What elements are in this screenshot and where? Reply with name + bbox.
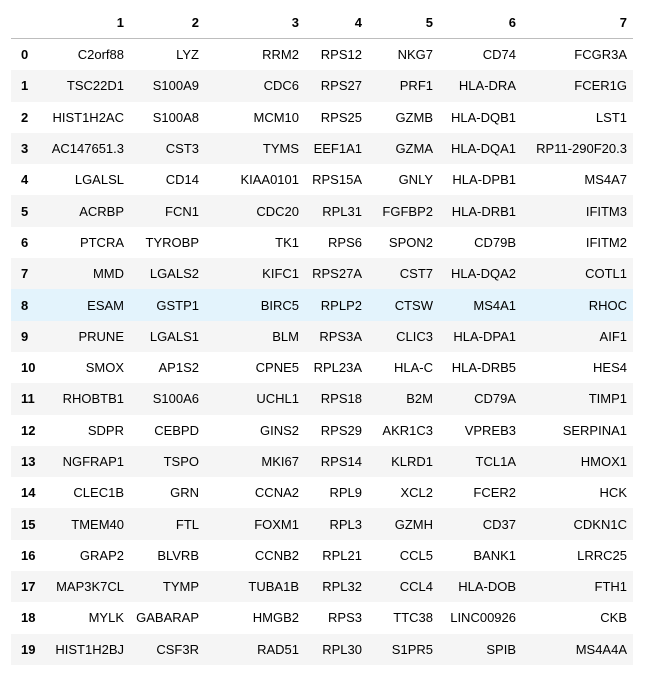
table-cell: PRF1	[399, 78, 433, 94]
table-cell: NKG7	[397, 47, 433, 63]
table-cell: BLVRB	[157, 547, 199, 563]
row-index: 18	[21, 610, 36, 626]
table-cell: FTL	[175, 516, 199, 532]
table-cell: CST7	[399, 266, 433, 282]
table-cell: RPS6	[328, 234, 362, 250]
table-cell: GINS2	[259, 422, 299, 438]
table-row	[11, 477, 633, 508]
row-index: 15	[21, 516, 36, 532]
table-cell: B2M	[406, 391, 433, 407]
table-row	[11, 540, 633, 571]
table-row	[11, 634, 633, 665]
table-cell: HLA-DRB5	[451, 360, 516, 376]
table-cell: HLA-DQB1	[450, 109, 516, 125]
table-cell: COTL1	[585, 266, 627, 282]
row-index: 11	[21, 391, 35, 407]
table-cell: TYMP	[162, 579, 199, 595]
table-cell: RPS18	[320, 391, 362, 407]
table-cell: XCL2	[400, 485, 433, 501]
table-cell: GABARAP	[136, 610, 199, 626]
table-cell: RPS15A	[312, 172, 362, 188]
table-cell: RPL9	[329, 485, 362, 501]
table-cell: FTH1	[594, 579, 627, 595]
table-cell: LINC00926	[450, 610, 516, 626]
table-cell: EEF1A1	[313, 141, 362, 157]
table-cell: CEBPD	[154, 422, 199, 438]
table-cell: C2orf88	[77, 47, 124, 63]
table-cell: RPS27	[320, 78, 362, 94]
table-cell: CPNE5	[255, 360, 299, 376]
column-header: 2	[130, 6, 205, 39]
table-cell: HLA-DQA2	[450, 266, 516, 282]
table-cell: HLA-DPB1	[452, 172, 516, 188]
table-header	[11, 6, 633, 39]
row-index: 12	[21, 422, 36, 438]
table-cell: CCNB2	[254, 547, 299, 563]
table-cell: GZMB	[395, 109, 433, 125]
table-cell: RHOBTB1	[62, 391, 124, 407]
table-cell: RPL30	[322, 641, 362, 657]
table-cell: ESAM	[87, 297, 124, 313]
table-cell: CDC20	[256, 203, 299, 219]
table-cell: LRRC25	[577, 547, 627, 563]
table-cell: LGALSL	[74, 172, 124, 188]
table-cell: BLM	[272, 328, 299, 344]
table-cell: HMOX1	[580, 454, 627, 469]
table-cell: HMGB2	[252, 610, 299, 626]
table-cell: ACRBP	[79, 203, 124, 219]
table-cell: HLA-DRA	[458, 78, 516, 94]
table-body	[11, 39, 633, 665]
table-cell: MKI67	[261, 454, 299, 469]
table-cell: BIRC5	[260, 297, 299, 313]
column-header: 6	[439, 6, 522, 39]
table-cell: RPLP2	[320, 297, 362, 313]
table-cell: RHOC	[588, 297, 627, 313]
table-cell: TSPO	[163, 454, 199, 469]
table-row	[11, 258, 633, 289]
row-index: 8	[21, 297, 29, 313]
table-cell: CD37	[482, 516, 516, 532]
table-cell: S100A9	[152, 78, 199, 94]
table-cell: FCN1	[165, 203, 199, 219]
table-cell: CKB	[600, 610, 627, 626]
table-row	[11, 289, 633, 320]
table-cell: KIAA0101	[240, 172, 299, 188]
row-index: 1	[21, 78, 29, 94]
column-header: 3	[205, 6, 305, 39]
table-cell: SPIB	[486, 641, 516, 657]
table-cell: RPL3	[329, 516, 362, 532]
table-row	[11, 383, 633, 414]
table-cell: TYMS	[262, 141, 299, 157]
table-cell: CST3	[165, 141, 199, 157]
table-cell: RPL31	[322, 203, 362, 219]
table-row	[11, 352, 633, 383]
table-row	[11, 133, 633, 164]
table-cell: UCHL1	[256, 391, 299, 407]
table-cell: CCL5	[399, 547, 433, 563]
column-header: 5	[368, 6, 439, 39]
table-cell: CCNA2	[254, 485, 299, 501]
row-index: 13	[21, 454, 36, 469]
table-cell: RPS3	[328, 610, 362, 626]
table-cell: HLA-C	[393, 360, 433, 376]
table-row	[11, 227, 633, 258]
table-cell: BANK1	[473, 547, 516, 563]
row-index: 9	[21, 328, 29, 344]
table-row	[11, 415, 633, 446]
table-cell: HLA-DPA1	[453, 328, 516, 344]
table-cell: TIMP1	[588, 391, 627, 407]
table-cell: CTSW	[394, 297, 433, 313]
table-cell: GNLY	[398, 172, 433, 188]
table-cell: FOXM1	[254, 516, 299, 532]
table-cell: RP11-290F20.3	[536, 141, 627, 157]
table-cell: S1PR5	[391, 641, 433, 657]
table-cell: FGFBP2	[382, 203, 433, 219]
table-cell: HES4	[593, 360, 627, 376]
table-cell: RRM2	[262, 47, 299, 63]
index-header	[11, 6, 46, 39]
table-cell: AC147651.3	[51, 141, 124, 157]
row-index: 5	[21, 203, 29, 219]
row-index: 2	[21, 109, 29, 125]
table-cell: MMD	[92, 266, 124, 282]
table-cell: RPL21	[322, 547, 362, 563]
table-cell: TMEM40	[71, 516, 124, 532]
table-cell: CD79B	[474, 234, 516, 250]
table-cell: HLA-DOB	[458, 579, 516, 595]
header-row	[11, 6, 633, 39]
table-cell: GRAP2	[79, 547, 124, 563]
table-cell: IFITM3	[585, 203, 627, 219]
table-cell: IFITM2	[585, 234, 627, 250]
table-row	[11, 602, 633, 633]
table-cell: HLA-DRB1	[451, 203, 516, 219]
table-cell: RPL32	[322, 579, 362, 595]
table-cell: TK1	[275, 234, 299, 250]
table-cell: GZMH	[394, 516, 433, 532]
table-cell: HIST1H2AC	[52, 109, 124, 125]
table-cell: SPON2	[388, 234, 433, 250]
row-index: 0	[21, 47, 29, 63]
table-row	[11, 164, 633, 195]
table-cell: S100A8	[152, 109, 199, 125]
table-cell: RPS27A	[312, 266, 362, 282]
table-cell: GZMA	[395, 141, 433, 157]
table-cell: HCK	[599, 485, 627, 501]
table-row	[11, 70, 633, 101]
row-index: 3	[21, 141, 29, 157]
table-row	[11, 321, 633, 352]
row-index: 6	[21, 234, 29, 250]
table-cell: KIFC1	[262, 266, 299, 282]
table-cell: VPREB3	[464, 422, 516, 438]
table-cell: AIF1	[599, 328, 627, 344]
table-row	[11, 39, 633, 71]
table-cell: RPS14	[320, 454, 362, 469]
table-cell: RPL23A	[313, 360, 362, 376]
table-cell: TUBA1B	[248, 579, 299, 595]
column-header: 1	[46, 6, 130, 39]
table-cell: CDKN1C	[573, 516, 627, 532]
row-index: 17	[21, 579, 36, 595]
table-cell: MS4A7	[584, 172, 627, 188]
table-cell: CDC6	[263, 78, 299, 94]
row-index: 16	[21, 547, 36, 563]
table-cell: TYROBP	[145, 234, 199, 250]
table-cell: HLA-DQA1	[450, 141, 516, 157]
table-row	[11, 571, 633, 602]
table-cell: NGFRAP1	[62, 454, 124, 469]
table-cell: CD14	[165, 172, 199, 188]
table-cell: LYZ	[176, 47, 199, 63]
table-cell: RPS12	[320, 47, 362, 63]
table-cell: RPS3A	[319, 328, 362, 344]
table-cell: SERPINA1	[562, 422, 627, 438]
dataframe-table	[11, 6, 633, 665]
table-cell: FCER1G	[574, 78, 627, 94]
table-cell: FCER2	[473, 485, 516, 501]
table-cell: HIST1H2BJ	[55, 641, 124, 657]
table-cell: PTCRA	[79, 234, 124, 250]
table-row	[11, 195, 633, 226]
table-cell: AP1S2	[158, 360, 199, 376]
row-index: 10	[21, 360, 36, 376]
table-cell: LST1	[595, 109, 627, 125]
table-cell: AKR1C3	[382, 422, 433, 438]
table-cell: CD74	[482, 47, 516, 63]
table-cell: KLRD1	[391, 454, 433, 469]
table-cell: RAD51	[257, 641, 299, 657]
table-cell: TSC22D1	[66, 78, 124, 94]
table-row	[11, 102, 633, 133]
row-index: 7	[21, 266, 29, 282]
column-header: 4	[305, 6, 368, 39]
table-cell: CD79A	[474, 391, 516, 407]
table-cell: RPS29	[320, 422, 362, 438]
table-cell: MCM10	[253, 109, 299, 125]
table-cell: MS4A4A	[575, 641, 627, 657]
table-cell: TTC38	[393, 610, 433, 626]
table-cell: GRN	[170, 485, 199, 501]
table-cell: MS4A1	[473, 297, 516, 313]
table-cell: CCL4	[399, 579, 433, 595]
row-index: 14	[21, 485, 36, 501]
table-cell: MYLK	[88, 610, 124, 626]
table-cell: LGALS2	[149, 266, 199, 282]
table-cell: SMOX	[85, 360, 124, 376]
column-header: 7	[522, 6, 633, 39]
row-index: 4	[21, 172, 29, 188]
table-row	[11, 446, 633, 477]
table-row	[11, 508, 633, 539]
table-cell: PRUNE	[78, 328, 124, 344]
table-cell: GSTP1	[156, 297, 199, 313]
table-cell: S100A6	[152, 391, 199, 407]
row-index: 19	[21, 641, 36, 657]
table-cell: RPS25	[320, 109, 362, 125]
table-cell: MAP3K7CL	[56, 579, 124, 595]
table-cell: CLIC3	[396, 328, 433, 344]
table-cell: FCGR3A	[574, 47, 627, 63]
table-cell: LGALS1	[149, 328, 199, 344]
table-cell: TCL1A	[475, 454, 516, 469]
table-cell: CSF3R	[156, 641, 199, 657]
table-cell: SDPR	[87, 422, 124, 438]
table-cell: CLEC1B	[73, 485, 124, 501]
